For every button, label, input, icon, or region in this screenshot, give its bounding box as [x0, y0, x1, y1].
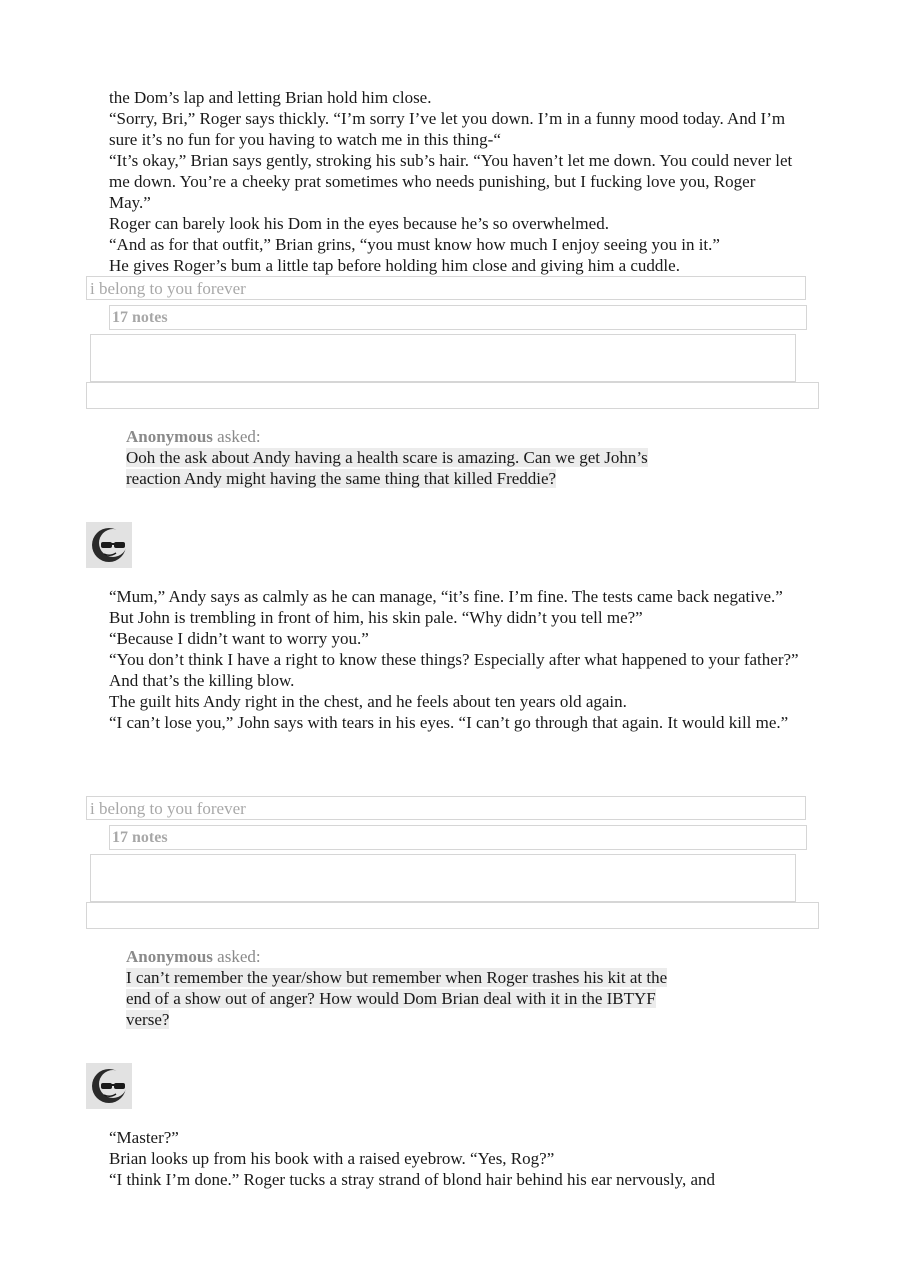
avatar[interactable]	[86, 522, 132, 568]
post-paragraph: And that’s the killing blow.	[109, 671, 295, 690]
post-paragraph: But John is trembling in front of him, his skin pale. “Why didn’t you tell me?”	[109, 608, 643, 627]
post-body	[109, 586, 799, 733]
post-footer-area	[90, 334, 796, 382]
post-tag-link[interactable]: i belong to you forever	[86, 276, 806, 300]
post-paragraph: the Dom’s lap and letting Brian hold him close.	[109, 88, 432, 107]
post-footer-area	[90, 854, 796, 902]
asked-label: asked:	[212, 427, 261, 446]
ask-question-line: Ooh the ask about Andy having a health scare is amazing. Can we get John’s	[126, 448, 648, 467]
ask-question-line: end of a show out of anger? How would Dom Brian deal with it in the IBTYF	[126, 989, 656, 1008]
ask-block	[126, 946, 726, 1030]
ask-question-line: verse?	[126, 1010, 170, 1029]
post-paragraph: “I think I’m done.” Roger tucks a stray strand of blond hair behind his ear nervously, and	[109, 1170, 716, 1189]
ask-question	[126, 967, 726, 1030]
post-paragraph: “It’s okay,” Brian says gently, stroking his sub’s hair. “You haven’t let me down. You could never let me down. You’re a cheeky prat sometimes who needs punishing, but I fucking love you, Roger May.”	[109, 151, 793, 212]
post-paragraph: He gives Roger’s bum a little tap before holding him close and giving him a cuddle.	[109, 256, 680, 275]
post-paragraph: Roger can barely look his Dom in the eyes because he’s so overwhelmed.	[109, 214, 609, 233]
asked-label: asked:	[212, 947, 261, 966]
notes-count-link[interactable]: 17 notes	[109, 305, 807, 330]
post-divider-box	[86, 902, 819, 929]
post-body	[109, 87, 799, 276]
post-paragraph: The guilt hits Andy right in the chest, and he feels about ten years old again.	[109, 692, 627, 711]
post-paragraph: “And as for that outfit,” Brian grins, “you must know how much I enjoy seeing you in it.”	[109, 235, 720, 254]
ask-block	[126, 426, 726, 489]
post-tag-link[interactable]: i belong to you forever	[86, 796, 806, 820]
asker-name[interactable]: Anonymous	[126, 947, 213, 966]
post-paragraph: “Master?”	[109, 1128, 179, 1147]
ask-question-line: reaction Andy might having the same thing that killed Freddie?	[126, 469, 557, 488]
post-paragraph: Brian looks up from his book with a raised eyebrow. “Yes, Rog?”	[109, 1149, 555, 1168]
post-paragraph: “I can’t lose you,” John says with tears in his eyes. “I can’t go through that again. It would kill me.”	[109, 713, 789, 732]
ask-header	[126, 946, 726, 967]
post-divider-box	[86, 382, 819, 409]
ask-question	[126, 447, 726, 489]
post-paragraph: “You don’t think I have a right to know these things? Especially after what happened to your father?”	[109, 650, 799, 669]
post-paragraph: “Because I didn’t want to worry you.”	[109, 629, 369, 648]
notes-count-link[interactable]: 17 notes	[109, 825, 807, 850]
asker-name[interactable]: Anonymous	[126, 427, 213, 446]
sunglasses-moon-icon	[86, 1063, 132, 1109]
ask-question-line: I can’t remember the year/show but remember when Roger trashes his kit at the	[126, 968, 668, 987]
sunglasses-moon-icon	[86, 522, 132, 568]
avatar[interactable]	[86, 1063, 132, 1109]
post-paragraph: “Mum,” Andy says as calmly as he can manage, “it’s fine. I’m fine. The tests came back negative.”	[109, 587, 783, 606]
post-body	[109, 1127, 799, 1190]
ask-header	[126, 426, 726, 447]
post-paragraph: “Sorry, Bri,” Roger says thickly. “I’m sorry I’ve let you down. I’m in a funny mood today. And I’m sure it’s no fun for you having to watch me in this thing-“	[109, 109, 786, 149]
